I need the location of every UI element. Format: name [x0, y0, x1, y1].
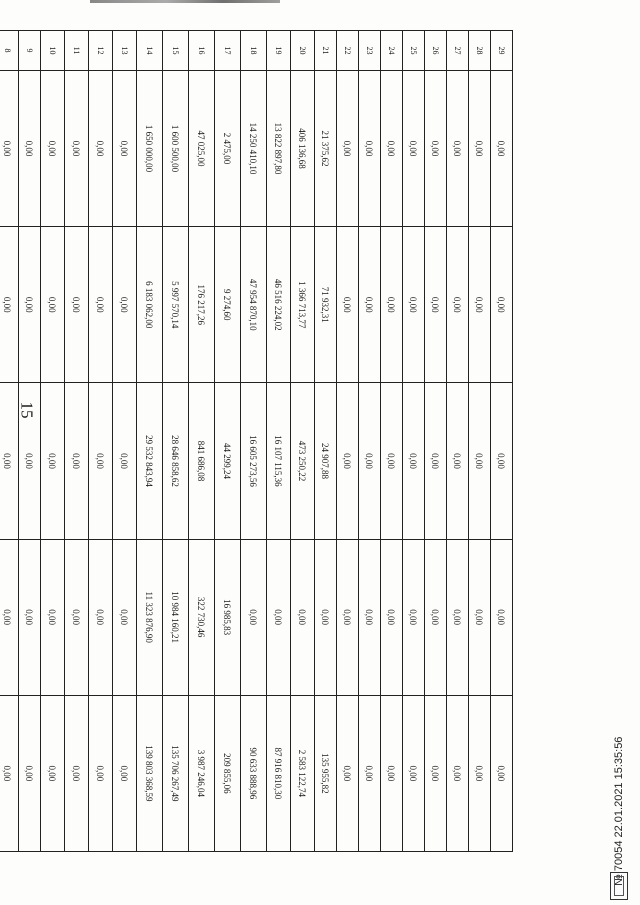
- column-number: 20: [291, 31, 315, 71]
- table-cell: 0,00: [359, 539, 381, 695]
- table-row: [19, 31, 41, 852]
- column-number: 19: [267, 31, 291, 71]
- table-cell: 0,00: [337, 539, 359, 695]
- table-cell: 90 633 888,96: [241, 695, 267, 851]
- table-cell: 0,00: [65, 695, 89, 851]
- table-cell: 0,00: [425, 695, 447, 851]
- table-cell: 0,00: [19, 383, 41, 539]
- table-row: [381, 31, 403, 852]
- table-cell: 13 822 897,80: [267, 70, 291, 226]
- table-row: [189, 31, 215, 852]
- table-cell: 0,00: [41, 70, 65, 226]
- table-cell: 0,00: [381, 539, 403, 695]
- table-cell: 0,00: [113, 383, 137, 539]
- table-cell: 0,00: [0, 70, 19, 226]
- table-cell: 0,00: [425, 383, 447, 539]
- column-number: 24: [381, 31, 403, 71]
- table-cell: 0,00: [381, 70, 403, 226]
- table-cell: 0,00: [89, 227, 113, 383]
- column-number: 10: [41, 31, 65, 71]
- column-number: 29: [491, 31, 513, 71]
- table-cell: 0,00: [337, 695, 359, 851]
- table-cell: 0,00: [19, 539, 41, 695]
- table-cell: 10 984 160,21: [163, 539, 189, 695]
- table-cell: 16 107 115,36: [267, 383, 291, 539]
- table-cell: 0,00: [337, 70, 359, 226]
- stamp-registration-text: № 70054 22.01.2021 15:35:56: [613, 736, 625, 886]
- table-cell: 2 583 122,74: [291, 695, 315, 851]
- table-row: [315, 31, 337, 852]
- table-cell: 5 997 570,14: [163, 227, 189, 383]
- table-cell: 0,00: [113, 695, 137, 851]
- table-cell: 46 516 224,02: [267, 227, 291, 383]
- table-row: [447, 31, 469, 852]
- table-cell: 47 025,00: [189, 70, 215, 226]
- column-number: 12: [89, 31, 113, 71]
- table-cell: 135 955,82: [315, 695, 337, 851]
- table-cell: 0,00: [113, 227, 137, 383]
- table-cell: 0,00: [447, 695, 469, 851]
- scan-edge-line: [90, 0, 280, 3]
- table-cell: 0,00: [359, 227, 381, 383]
- table-cell: 0,00: [381, 227, 403, 383]
- budget-table-rotated: [2, 30, 513, 852]
- table-row: [241, 31, 267, 852]
- budget-table: [0, 30, 513, 852]
- table-row: [403, 31, 425, 852]
- registration-stamp: [604, 600, 634, 900]
- table-cell: 0,00: [425, 539, 447, 695]
- column-number: 21: [315, 31, 337, 71]
- table-cell: 0,00: [337, 227, 359, 383]
- table-cell: 322 730,46: [189, 539, 215, 695]
- table-cell: 0,00: [41, 695, 65, 851]
- table-cell: 0,00: [89, 383, 113, 539]
- table-cell: 0,00: [19, 227, 41, 383]
- table-cell: 0,00: [469, 70, 491, 226]
- table-cell: 0,00: [469, 539, 491, 695]
- table-cell: 0,00: [447, 227, 469, 383]
- table-cell: 0,00: [447, 383, 469, 539]
- table-cell: 0,00: [403, 695, 425, 851]
- column-number: 16: [189, 31, 215, 71]
- table-cell: 0,00: [315, 539, 337, 695]
- table-cell: 0,00: [19, 695, 41, 851]
- table-cell: 0,00: [469, 695, 491, 851]
- table-cell: 71 932,31: [315, 227, 337, 383]
- table-cell: 0,00: [0, 227, 19, 383]
- table-row: [425, 31, 447, 852]
- table-cell: 0,00: [447, 539, 469, 695]
- column-number: 25: [403, 31, 425, 71]
- table-cell: 3 987 246,04: [189, 695, 215, 851]
- column-number: 17: [215, 31, 241, 71]
- table-cell: 47 954 870,10: [241, 227, 267, 383]
- table-cell: 135 706 267,49: [163, 695, 189, 851]
- table-cell: 0,00: [65, 383, 89, 539]
- column-number: 18: [241, 31, 267, 71]
- table-row: [41, 31, 65, 852]
- table-cell: 0,00: [89, 695, 113, 851]
- table-cell: 44 299,24: [215, 383, 241, 539]
- table-cell: 0,00: [65, 227, 89, 383]
- table-cell: 176 217,26: [189, 227, 215, 383]
- column-number: 28: [469, 31, 491, 71]
- table-row: [113, 31, 137, 852]
- table-cell: 0,00: [425, 70, 447, 226]
- column-number: 23: [359, 31, 381, 71]
- column-number: 13: [113, 31, 137, 71]
- table-cell: 0,00: [491, 383, 513, 539]
- table-cell: 0,00: [41, 227, 65, 383]
- table-cell: 0,00: [241, 539, 267, 695]
- table-cell: 28 646 858,62: [163, 383, 189, 539]
- table-cell: 0,00: [41, 539, 65, 695]
- table-cell: 9 274,60: [215, 227, 241, 383]
- table-cell: 0,00: [89, 539, 113, 695]
- table-row: [469, 31, 491, 852]
- table-cell: 0,00: [469, 383, 491, 539]
- table-cell: 841 686,08: [189, 383, 215, 539]
- page-number: 15: [17, 401, 37, 419]
- table-cell: 87 916 810,30: [267, 695, 291, 851]
- table-cell: 0,00: [491, 539, 513, 695]
- table-row: [163, 31, 189, 852]
- column-number: 9: [19, 31, 41, 71]
- table-cell: 209 855,06: [215, 695, 241, 851]
- table-row: [359, 31, 381, 852]
- column-number: 22: [337, 31, 359, 71]
- table-cell: 0,00: [0, 383, 19, 539]
- table-cell: 0,00: [41, 383, 65, 539]
- column-number: 15: [163, 31, 189, 71]
- table-row: [215, 31, 241, 852]
- table-cell: 0,00: [359, 70, 381, 226]
- column-number: 11: [65, 31, 89, 71]
- table-cell: 0,00: [19, 70, 41, 226]
- table-cell: 0,00: [381, 383, 403, 539]
- table-cell: 0,00: [65, 539, 89, 695]
- table-cell: 0,00: [291, 539, 315, 695]
- budget-table-container: [2, 30, 640, 802]
- table-cell: 0,00: [65, 70, 89, 226]
- table-row: [337, 31, 359, 852]
- table-row: [291, 31, 315, 852]
- table-cell: 0,00: [447, 70, 469, 226]
- column-number: 27: [447, 31, 469, 71]
- table-cell: 0,00: [491, 227, 513, 383]
- table-cell: 6 183 062,00: [137, 227, 163, 383]
- table-cell: 473 250,22: [291, 383, 315, 539]
- table-cell: 16 605 273,56: [241, 383, 267, 539]
- table-cell: 0,00: [403, 227, 425, 383]
- table-cell: 0,00: [113, 539, 137, 695]
- table-row: [137, 31, 163, 852]
- table-cell: 0,00: [89, 70, 113, 226]
- table-cell: 406 136,68: [291, 70, 315, 226]
- table-cell: 0,00: [0, 539, 19, 695]
- stamp-seal-icon: [610, 872, 628, 900]
- table-cell: 0,00: [403, 70, 425, 226]
- table-cell: 0,00: [491, 70, 513, 226]
- table-cell: 0,00: [381, 695, 403, 851]
- table-cell: 0,00: [359, 695, 381, 851]
- table-cell: 0,00: [403, 383, 425, 539]
- table-cell: 11 323 876,90: [137, 539, 163, 695]
- table-cell: 1 600 500,00: [163, 70, 189, 226]
- table-cell: 0,00: [267, 539, 291, 695]
- table-cell: 21 375,62: [315, 70, 337, 226]
- table-cell: 24 907,88: [315, 383, 337, 539]
- table-row: [65, 31, 89, 852]
- table-row: [267, 31, 291, 852]
- table-cell: 0,00: [0, 695, 19, 851]
- table-cell: 2 475,00: [215, 70, 241, 226]
- table-cell: 0,00: [469, 227, 491, 383]
- table-row: [0, 31, 19, 852]
- table-cell: 0,00: [113, 70, 137, 226]
- table-cell: 0,00: [337, 383, 359, 539]
- table-cell: 0,00: [491, 695, 513, 851]
- table-cell: 0,00: [359, 383, 381, 539]
- table-cell: 139 803 368,59: [137, 695, 163, 851]
- table-cell: 1 650 000,00: [137, 70, 163, 226]
- table-row: [491, 31, 513, 852]
- table-cell: 29 532 843,94: [137, 383, 163, 539]
- table-cell: 14 250 410,10: [241, 70, 267, 226]
- column-number: 8: [0, 31, 19, 71]
- column-number: 14: [137, 31, 163, 71]
- table-row: [89, 31, 113, 852]
- table-cell: 0,00: [403, 539, 425, 695]
- table-cell: 1 366 713,77: [291, 227, 315, 383]
- table-cell: 16 985,83: [215, 539, 241, 695]
- table-cell: 0,00: [425, 227, 447, 383]
- column-number: 26: [425, 31, 447, 71]
